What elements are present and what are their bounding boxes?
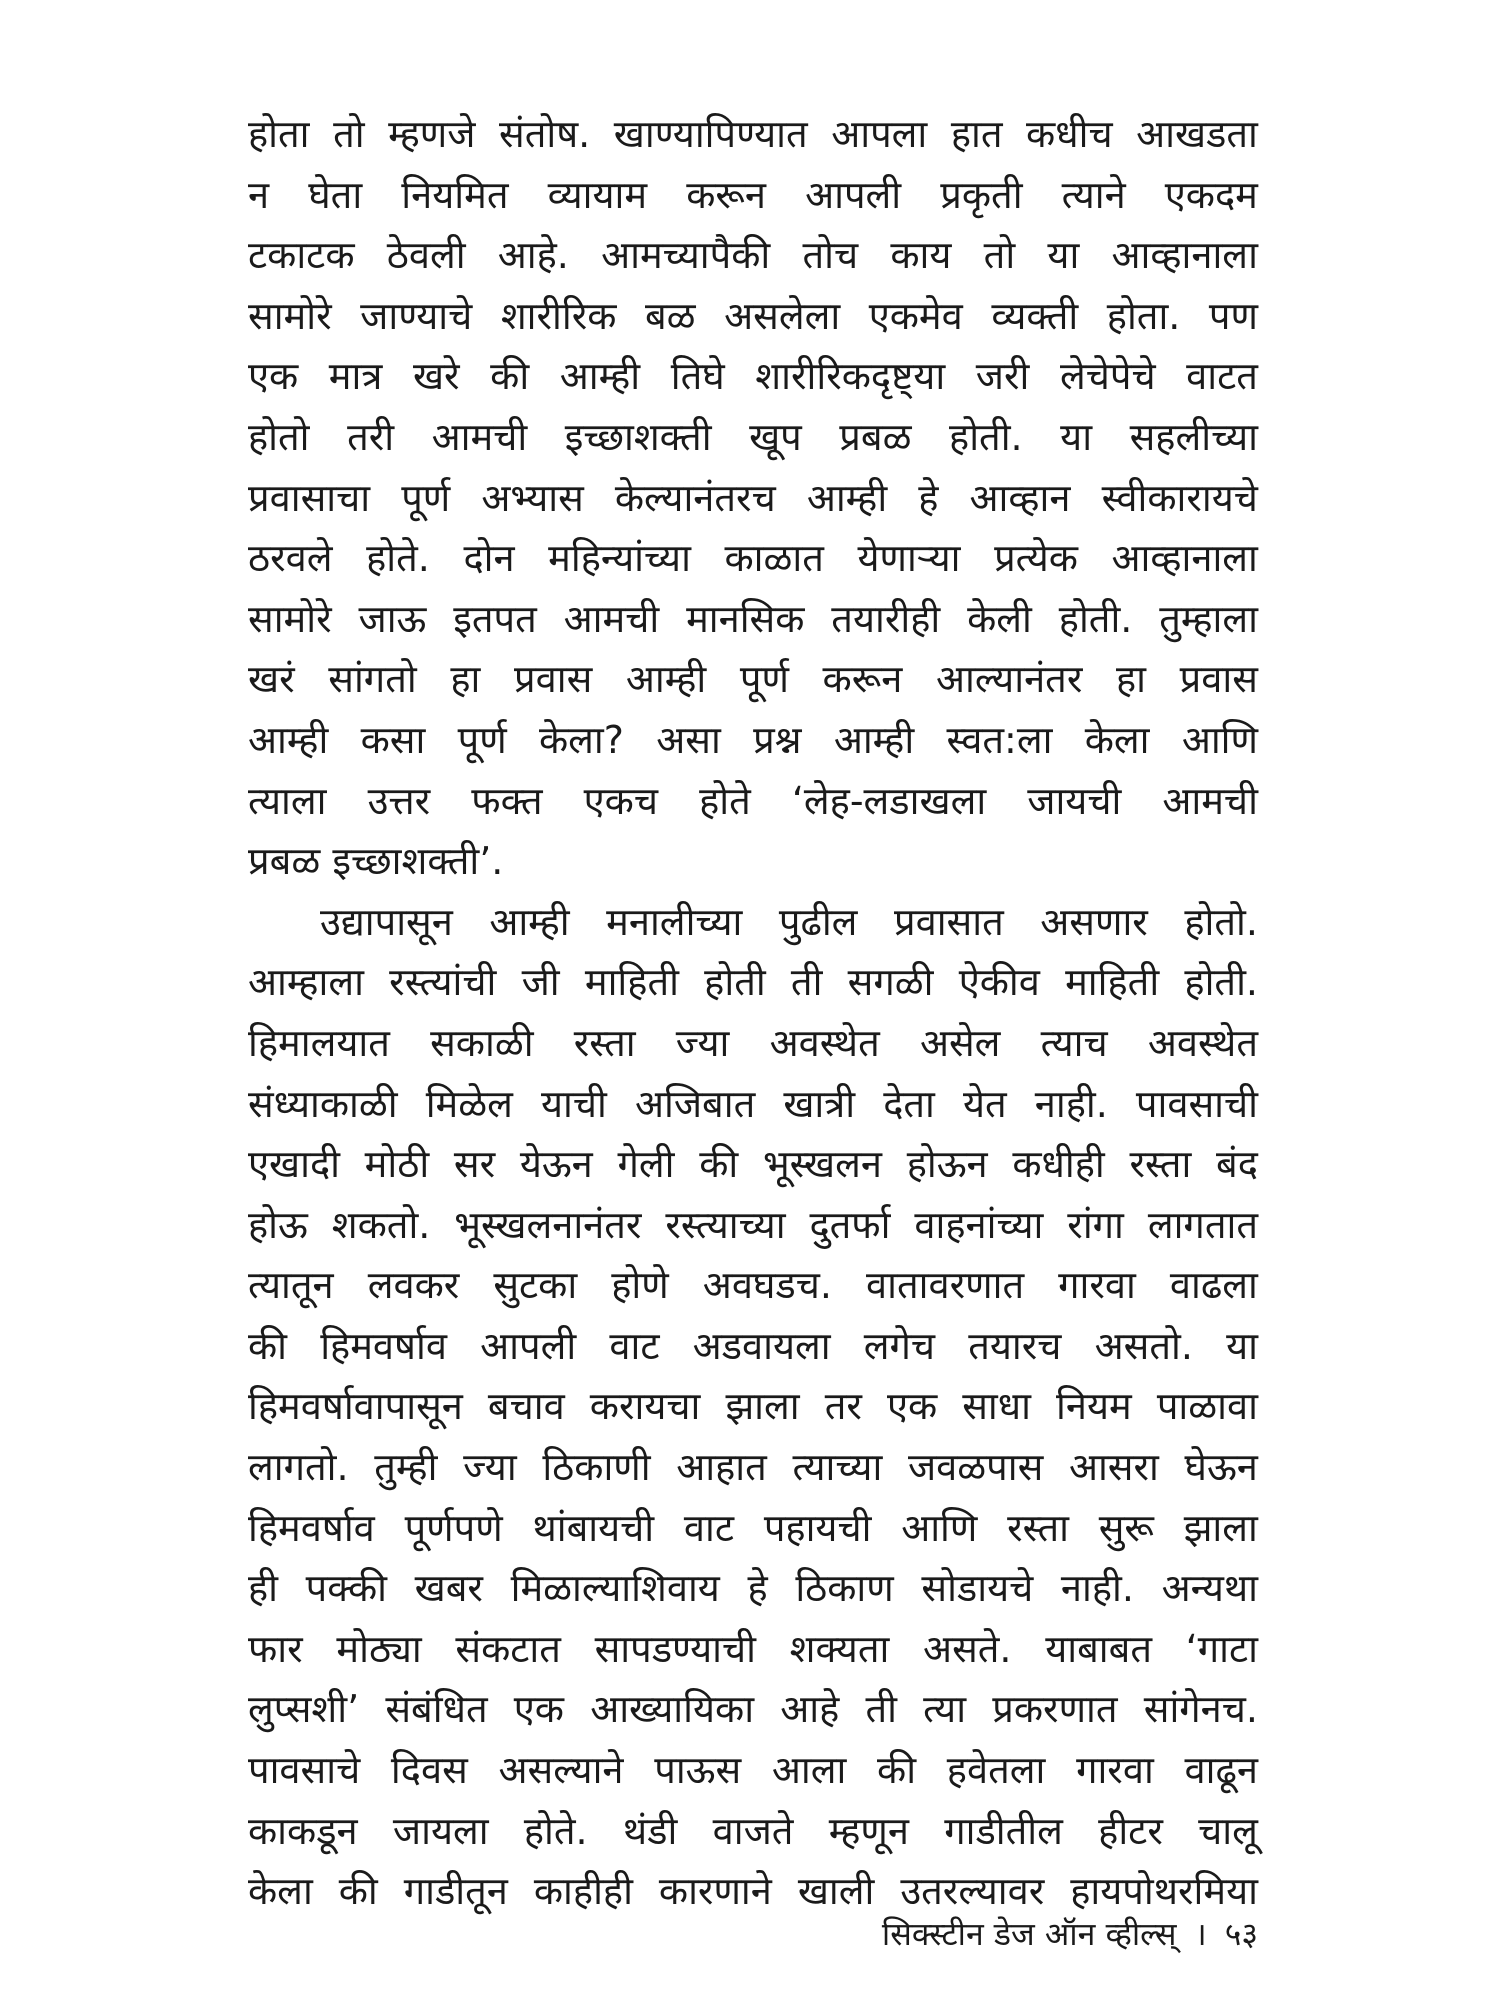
word: पूर्णपणे (404, 1505, 503, 1550)
word: मोठी (364, 1142, 430, 1187)
word: स्वीकारायचे (1101, 475, 1258, 520)
word: शक्यता (789, 1626, 890, 1671)
word: हा (1116, 657, 1147, 702)
word: या (1226, 1323, 1258, 1368)
word: होती. (949, 414, 1023, 459)
word: उतरल्यावर (900, 1869, 1045, 1914)
word: बंद (1216, 1142, 1258, 1187)
word: हिमवर्षाव (248, 1505, 375, 1550)
text-line (248, 1255, 1258, 1316)
word: स्वत:ला (946, 717, 1053, 762)
word: जवळपास (907, 1445, 1044, 1490)
word: इतपत (453, 596, 537, 641)
word: तो (983, 233, 1016, 278)
word: असणार (1040, 899, 1148, 944)
word: भूस्खलनानंतर (454, 1202, 642, 1247)
word: सर (453, 1142, 496, 1187)
word: एक (513, 1687, 564, 1732)
word: खरे (412, 354, 460, 399)
text-line (248, 1679, 1258, 1740)
word: याची (541, 1081, 607, 1126)
word: ती (865, 1687, 897, 1732)
word: शारीरिक (500, 293, 617, 338)
text-line (248, 1074, 1258, 1135)
word: होता. (1106, 293, 1181, 338)
word: प्रवास (1179, 657, 1258, 702)
word: सहलीच्या (1129, 414, 1258, 459)
word: हायपोथरमिया (1070, 1869, 1258, 1914)
word: कधीच (1026, 112, 1113, 156)
word: मात्र (328, 354, 383, 399)
text-line (248, 831, 1258, 892)
word: व्यक्ती (991, 293, 1079, 338)
word: आम्ही (559, 354, 641, 399)
text-line (248, 1558, 1258, 1619)
word: उत्तर (367, 778, 431, 823)
word: चालू (1198, 1808, 1258, 1853)
word: सकाळी (430, 1020, 534, 1065)
word: प्रवास (513, 657, 593, 702)
word: गेली (617, 1142, 675, 1187)
word: काय (890, 233, 952, 278)
word: साधा (962, 1384, 1031, 1429)
word: जायची (1027, 778, 1122, 823)
word: असलेला (724, 293, 841, 338)
word: वाट (683, 1505, 735, 1550)
word: अन्यथा (1161, 1566, 1258, 1611)
word: पावसाची (1135, 1081, 1258, 1126)
word: की (877, 1748, 917, 1793)
footer-separator: । (1194, 1915, 1207, 1953)
word: घेऊन (1184, 1445, 1258, 1490)
word: हिमालयात (248, 1020, 390, 1065)
word: आला (771, 1748, 847, 1793)
word: संबंधित (385, 1687, 488, 1732)
word: हे (918, 475, 939, 520)
word: तो (333, 112, 365, 156)
word: गारवा (1076, 1748, 1154, 1793)
word: जाण्याचे (360, 293, 473, 338)
word: एकच (583, 778, 658, 823)
word: नाही. (1034, 1081, 1108, 1126)
word: सुटका (493, 1263, 578, 1308)
text-line (248, 710, 1258, 771)
text-line (248, 1195, 1258, 1256)
word: प्रबळ (839, 414, 912, 459)
word: सामोरे (248, 293, 332, 338)
word: प्रश्न (753, 717, 802, 762)
word: होतो (248, 414, 310, 459)
word: देता (883, 1081, 935, 1126)
word: तयारीही (831, 596, 941, 641)
word: सुरू (1098, 1505, 1154, 1550)
word: होते. (523, 1808, 588, 1853)
word: पूर्ण (457, 717, 507, 762)
word: न (248, 172, 270, 217)
word: आमची (1162, 778, 1258, 823)
text-line (248, 1134, 1258, 1195)
word: येणाऱ्या (857, 536, 961, 581)
word: लागतो. (248, 1445, 349, 1490)
word: हात (950, 112, 1003, 156)
word: वाढला (1169, 1263, 1258, 1308)
word: होती. (1058, 596, 1133, 641)
word: होती (704, 960, 766, 1005)
word: म्हणून (828, 1808, 909, 1853)
text-line (248, 1013, 1258, 1074)
word: कसा (360, 717, 426, 762)
word: आमच्यापैकी (601, 233, 771, 278)
word: नियमित (401, 172, 509, 217)
word: होते (699, 778, 751, 823)
word: ठिकाणी (542, 1445, 651, 1490)
word: काहीही (533, 1869, 633, 1914)
word: कधीही (1012, 1142, 1105, 1187)
word: खाण्यापिण्यात (613, 112, 808, 156)
word: मानसिक (686, 596, 805, 641)
word: आणि (1181, 717, 1258, 762)
word: अजिबात (634, 1081, 756, 1126)
word: खरं (248, 657, 295, 702)
word: आम्ही (248, 717, 329, 762)
word: एक (886, 1384, 938, 1429)
word: ऐकीव (958, 960, 1040, 1005)
word: केला (248, 1869, 313, 1914)
word: प्रकृती (940, 172, 1023, 217)
word: पक्की (305, 1566, 387, 1611)
word: सगळी (847, 960, 934, 1005)
word: वाहनांच्या (914, 1202, 1044, 1247)
word: गारवा (1058, 1263, 1136, 1308)
word: ठिकाण (795, 1566, 894, 1611)
word: फक्त (471, 778, 543, 823)
page-footer (882, 1912, 1258, 1956)
text-line (248, 468, 1258, 529)
word: प्रवासात (893, 899, 1004, 944)
word: पण (1208, 293, 1258, 338)
word: सामोरे (248, 596, 332, 641)
word: झाला (1183, 1505, 1258, 1550)
word: काळात (724, 536, 824, 581)
word: मनालीच्या (606, 899, 743, 944)
word: त्याच्या (792, 1445, 883, 1490)
word: दिवस (390, 1748, 468, 1793)
word: अवस्थेत (1147, 1020, 1258, 1065)
word: अडवायला (692, 1323, 831, 1368)
word: नियम (1056, 1384, 1132, 1429)
word: हीटर (1098, 1808, 1163, 1853)
word: बळ (644, 293, 696, 338)
word: केल्यानंतरच (614, 475, 776, 520)
word: की (490, 354, 530, 399)
word: त्याने (1061, 172, 1126, 217)
word: बचाव (487, 1384, 565, 1429)
word: तुम्ही (374, 1445, 438, 1490)
word: कारणाने (658, 1869, 772, 1914)
word: वाट (609, 1323, 660, 1368)
word: तयारच (968, 1323, 1062, 1368)
word: लवकर (367, 1263, 460, 1308)
word: हा (450, 657, 481, 702)
word: इच्छाशक्ती (564, 414, 712, 459)
word: आम्ही (833, 717, 915, 762)
word: संकटात (455, 1626, 561, 1671)
word: याबाबत (1045, 1626, 1152, 1671)
word: रांगा (1067, 1202, 1124, 1247)
word: वातावरणात (865, 1263, 1025, 1308)
word: पावसाचे (248, 1748, 361, 1793)
word: झाला (725, 1384, 800, 1429)
page-number: ५३ (1224, 1915, 1258, 1953)
word: की (338, 1869, 378, 1914)
word: हे (747, 1566, 768, 1611)
word: तिघे (670, 354, 725, 399)
word: ज्या (463, 1445, 517, 1490)
word: अवघडच. (702, 1263, 832, 1308)
word: रस्त्यांची (389, 960, 497, 1005)
word: एकदम (1164, 172, 1258, 217)
word: घेता (308, 172, 363, 217)
word: आणि (901, 1505, 978, 1550)
word: आपली (480, 1323, 577, 1368)
word: मोठ्या (336, 1626, 422, 1671)
word: तोच (802, 233, 859, 278)
word: हिमवर्षाव (320, 1323, 447, 1368)
word: की (248, 1323, 288, 1368)
word: इच्छाशक्ती’. (332, 839, 504, 884)
word: टकाटक (248, 233, 355, 278)
word: त्या (923, 1687, 967, 1732)
word: येत (962, 1081, 1007, 1126)
word: खबर (414, 1566, 483, 1611)
word: आपला (831, 112, 928, 156)
word: आहात (676, 1445, 767, 1490)
word: या (1060, 414, 1093, 459)
word: जी (521, 960, 560, 1005)
word: हवेतला (946, 1748, 1046, 1793)
word: ठेवली (386, 233, 466, 278)
word: रस्त्याच्या (665, 1202, 786, 1247)
word: आमची (431, 414, 528, 459)
word: थंडी (622, 1808, 678, 1853)
word: आसरा (1068, 1445, 1159, 1490)
word: असा (656, 717, 721, 762)
word: आमची (563, 596, 660, 641)
word: शारीरिकदृष्ट्या (755, 354, 946, 399)
word: एकमेव (868, 293, 963, 338)
word: वाटत (1186, 354, 1258, 399)
word: संतोष. (499, 112, 591, 156)
word: सांगेनच. (1143, 1687, 1258, 1732)
word: आहे (780, 1687, 840, 1732)
text-line (248, 771, 1258, 832)
text-line (248, 1619, 1258, 1680)
word: व्यायाम (547, 172, 648, 217)
word: आम्ही (489, 899, 570, 944)
word: भूस्खलन (762, 1142, 882, 1187)
word: त्याला (248, 778, 327, 823)
word: जायला (392, 1808, 489, 1853)
word: ‘लेह-लडाखला (791, 778, 987, 823)
word: आखडता (1136, 112, 1258, 156)
word: त्याच (1040, 1020, 1108, 1065)
text-line (248, 407, 1258, 468)
word: महिन्यांच्या (548, 536, 691, 581)
text-line (248, 1801, 1258, 1862)
text-line (248, 528, 1258, 589)
word: आव्हानाला (1111, 233, 1258, 278)
text-line (248, 1316, 1258, 1377)
word: उद्यापासून (320, 899, 453, 944)
word: तर (824, 1384, 862, 1429)
word: आख्यायिका (590, 1687, 755, 1732)
word: असते. (923, 1626, 1012, 1671)
word: जाऊ (358, 596, 427, 641)
word: एक (248, 354, 299, 399)
word: करायचा (589, 1384, 701, 1429)
word: केला? (538, 717, 624, 762)
word: खात्री (783, 1081, 856, 1126)
word: पुढील (778, 899, 858, 944)
word: म्हणजे (388, 112, 476, 156)
running-title: सिक्स्टीन डेज ऑन व्हील्स् (881, 1915, 1177, 1953)
word: केला (1084, 717, 1150, 762)
word: या (1047, 233, 1080, 278)
text-line (248, 1498, 1258, 1559)
word: गाडीतील (944, 1808, 1063, 1853)
word: येऊन (519, 1142, 593, 1187)
word: होऊ (248, 1202, 308, 1247)
text-line (248, 649, 1258, 710)
word: गाडीतून (403, 1869, 508, 1914)
text-line (248, 589, 1258, 650)
text-line (248, 286, 1258, 347)
word: मिळेल (425, 1081, 513, 1126)
word: अभ्यास (481, 475, 584, 520)
word: सापडण्याची (594, 1626, 756, 1671)
word: रस्ता (1007, 1505, 1069, 1550)
word: पूर्ण (739, 657, 789, 702)
body-text (248, 104, 1258, 1922)
word: प्रत्येक (994, 536, 1078, 581)
word: मिळाल्याशिवाय (510, 1566, 720, 1611)
word: ज्या (675, 1020, 730, 1065)
word: ती (790, 960, 823, 1005)
word: होता (248, 112, 310, 156)
text-line (248, 952, 1258, 1013)
word: शकतो. (331, 1202, 431, 1247)
word: आम्ही (625, 657, 707, 702)
word: तरी (347, 414, 395, 459)
text-line (248, 346, 1258, 407)
word: पहायची (763, 1505, 872, 1550)
word: आम्हाला (248, 960, 364, 1005)
word: सोडायचे (921, 1566, 1034, 1611)
word: खूप (749, 414, 802, 459)
word: आव्हानाला (1111, 536, 1258, 581)
word: त्यातून (248, 1263, 334, 1308)
word: अवस्थेत (769, 1020, 880, 1065)
text-line (248, 1740, 1258, 1801)
word: नाही. (1060, 1566, 1134, 1611)
word: ‘गाटा (1185, 1626, 1258, 1671)
text-line (248, 1437, 1258, 1498)
word: वाजते (712, 1808, 794, 1853)
word: होती. (1184, 960, 1258, 1005)
word: प्रकरणात (992, 1687, 1118, 1732)
word: एखादी (248, 1142, 340, 1187)
word: ठरवले (248, 536, 333, 581)
word: प्रबळ (248, 839, 321, 884)
text-line (248, 892, 1258, 953)
word: असल्याने (498, 1748, 624, 1793)
word: माहिती (1065, 960, 1160, 1005)
word: लगेच (863, 1323, 936, 1368)
text-line (248, 104, 1258, 165)
word: आपली (805, 172, 902, 217)
word: केली (967, 596, 1032, 641)
word: रस्ता (1129, 1142, 1192, 1187)
word: दुतर्फा (809, 1202, 891, 1247)
word: रस्ता (573, 1020, 636, 1065)
word: लुप्सशी’ (248, 1687, 360, 1732)
word: आहे. (497, 233, 569, 278)
word: होणे (611, 1263, 669, 1308)
word: ही (248, 1566, 279, 1611)
word: थांबायची (532, 1505, 655, 1550)
word: लागतात (1147, 1202, 1258, 1247)
word: होते. (366, 536, 430, 581)
word: पाळावा (1156, 1384, 1258, 1429)
word: होतो. (1184, 899, 1258, 944)
word: आव्हान (969, 475, 1071, 520)
word: असतो. (1094, 1323, 1193, 1368)
word: पाऊस (654, 1748, 742, 1793)
word: जरी (975, 354, 1030, 399)
word: आम्ही (806, 475, 888, 520)
word: हिमवर्षावापासून (248, 1384, 463, 1429)
word: करून (822, 657, 903, 702)
word: काकडून (248, 1808, 358, 1853)
word: माहिती (584, 960, 679, 1005)
word: करून (686, 172, 766, 217)
word: होऊन (906, 1142, 988, 1187)
text-line (248, 165, 1258, 226)
word: की (699, 1142, 739, 1187)
word: दोन (463, 536, 515, 581)
text-line (248, 225, 1258, 286)
word: प्रवासाचा (248, 475, 371, 520)
word: लेचेपेचे (1059, 354, 1156, 399)
word: संध्याकाळी (248, 1081, 398, 1126)
word: सांगतो (328, 657, 417, 702)
text-line (248, 1376, 1258, 1437)
word: तुम्हाला (1159, 596, 1258, 641)
word: आल्यानंतर (935, 657, 1083, 702)
word: वाढून (1184, 1748, 1258, 1793)
word: असेल (919, 1020, 1001, 1065)
word: खाली (797, 1869, 875, 1914)
word: फार (248, 1626, 303, 1671)
word: पूर्ण (401, 475, 451, 520)
